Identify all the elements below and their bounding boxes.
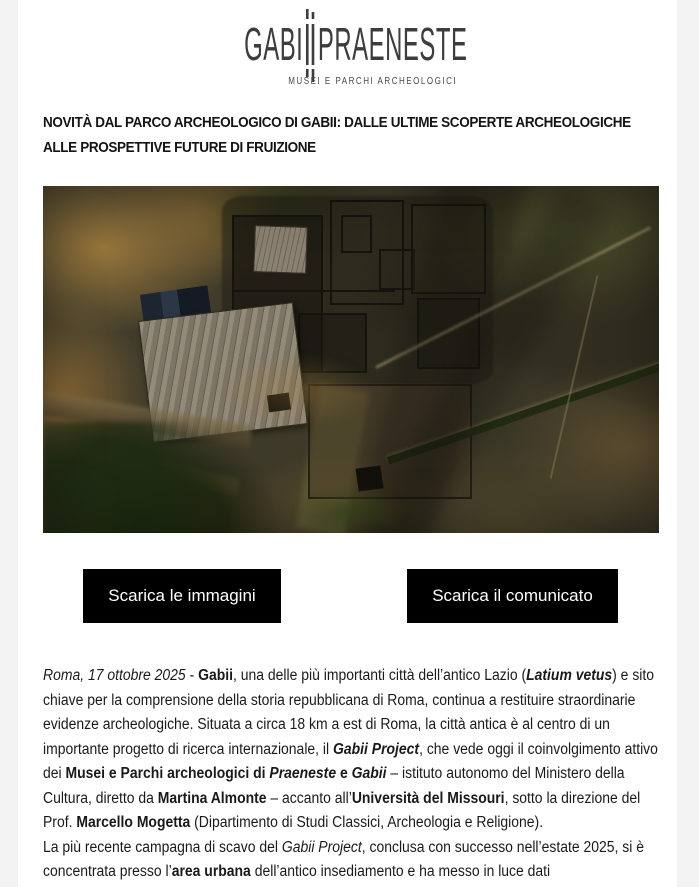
header (43, 0, 659, 89)
text-run: - (185, 667, 199, 684)
text-run: , sotto la direzione del Prof. (43, 789, 641, 831)
text-run: dell’antico insediamento e ha messo in luce dati (250, 863, 551, 880)
text-run: Gabii Project (333, 740, 420, 758)
headline-line-2: ALLE PROSPETTIVE FUTURE DI FRUIZIONE (43, 139, 316, 156)
cta-row (43, 569, 659, 623)
text-run: Praeneste (269, 765, 337, 782)
text-run: Musei e Parchi archeologici di (65, 765, 270, 782)
photo-vignette (43, 186, 659, 533)
text-run: La più recente campagna di scavo del (43, 838, 282, 856)
text-run: Roma, 17 ottobre 2025 (43, 667, 186, 684)
download-images-button[interactable]: Scarica le immagini (83, 569, 281, 623)
text-run: e (336, 765, 352, 782)
text-run: ) e sito chiave per la comprensione della storia repubblicana di Roma, continua a restituire straordinarie evidenze archeologiche. Situata a circa 18 km a est di Roma, la città antica è al centro di un importante progetto di ricerca internazionale, il (43, 667, 655, 758)
press-release-headline (43, 110, 659, 160)
body-paragraph (43, 836, 659, 885)
headline-line-1: NOVITÀ DAL PARCO ARCHEOLOGICO DI GABII: DALLE ULTIME SCOPERTE ARCHEOLOGICHE (43, 114, 631, 131)
text-run: – accanto all’ (266, 789, 352, 807)
text-run: Gabii (198, 667, 233, 684)
download-press-release-button[interactable]: Scarica il comunicato (407, 569, 618, 623)
logo-subtitle-row (141, 71, 561, 89)
text-run: Marcello Mogetta (76, 814, 191, 831)
logo (141, 18, 561, 89)
text-run: Gabii (351, 765, 387, 782)
text-run: (Dipartimento di Studi Classici, Archeologia e Religione). (190, 814, 544, 831)
text-run: Università del Missouri (351, 789, 505, 807)
text-run: , conclusa con successo nell’estate 2025, si è concentrata presso l’ (43, 838, 645, 880)
text-run: – istituto autonomo del Ministero della Cultura, diretto da (43, 765, 625, 807)
logo-wordmark (244, 18, 468, 70)
hero-aerial-photo (43, 186, 659, 533)
text-run: Martina Almonte (157, 789, 267, 807)
logo-double-bar-icon (303, 28, 318, 61)
article (43, 664, 659, 885)
logo-wordmark-right: PRAENESTE (317, 18, 468, 70)
logo-wordmark-left: GABI (244, 18, 304, 70)
text-run: Gabii Project (281, 838, 362, 856)
text-run: area urbana (171, 863, 251, 880)
text-run: Latium vetus (526, 667, 613, 684)
body-paragraph (43, 664, 659, 836)
email-content-column (18, 0, 677, 887)
text-run: , una delle più importanti città dell’antico Lazio ( (232, 667, 527, 684)
text-run: , che vede oggi il coinvolgimento attivo dei (43, 740, 658, 782)
logo-subtitle: MUSEI E PARCHI ARCHEOLOGICI (288, 76, 457, 87)
